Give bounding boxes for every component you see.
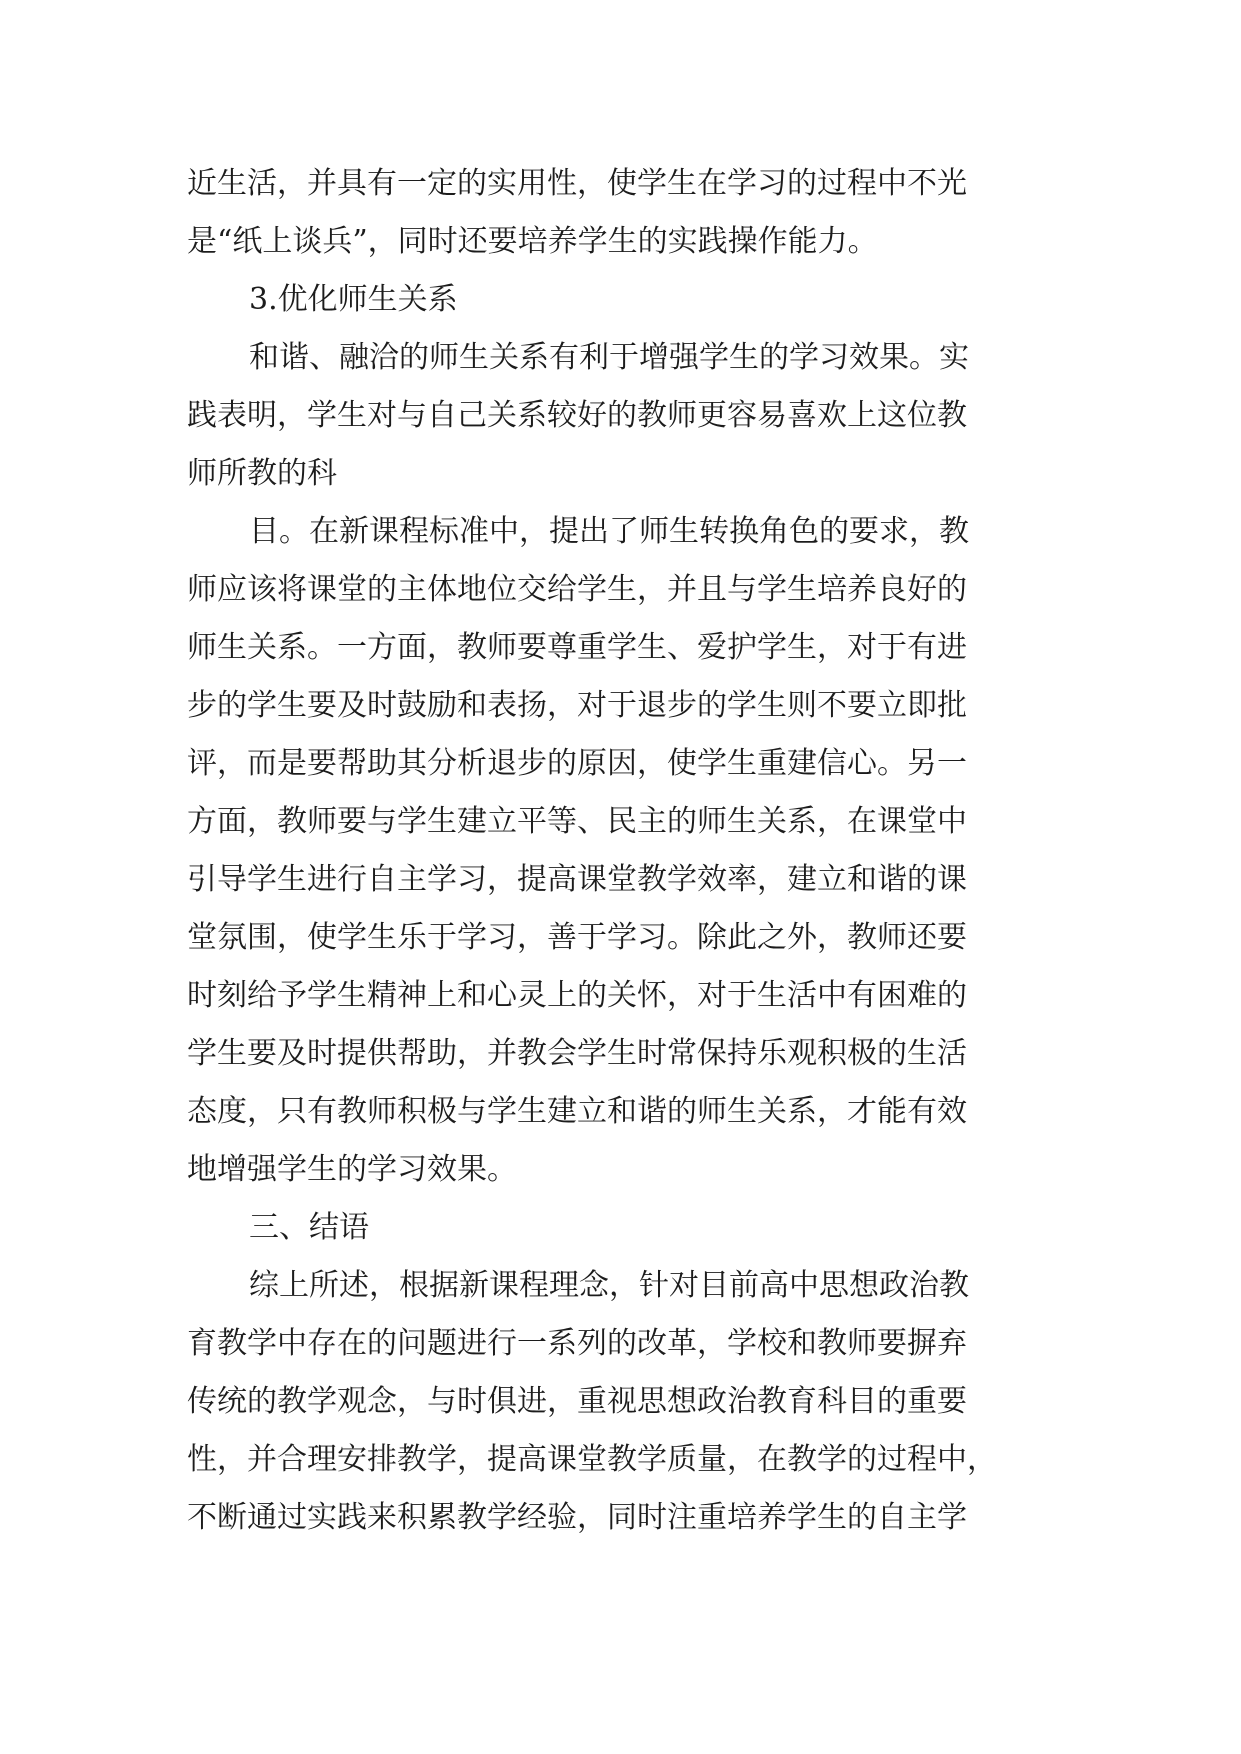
text-line: 性，并合理安排教学，提高课堂教学质量，在教学的过程中， (187, 1442, 997, 1477)
text-line: 时刻给予学生精神上和心灵上的关怀，对于生活中有困难的 (187, 978, 967, 1013)
text-line: 不断通过实践来积累教学经验，同时注重培养学生的自主学 (187, 1500, 967, 1535)
section-heading: 3.优化师生关系 (249, 282, 458, 317)
text-line: 方面，教师要与学生建立平等、民主的师生关系，在课堂中 (187, 804, 967, 839)
text-line: 步的学生要及时鼓励和表扬，对于退步的学生则不要立即批 (187, 688, 967, 723)
text-line: 践表明，学生对与自己关系较好的教师更容易喜欢上这位教 (187, 398, 967, 433)
text-line: 引导学生进行自主学习，提高课堂教学效率，建立和谐的课 (187, 862, 967, 897)
text-line: 和谐、融洽的师生关系有利于增强学生的学习效果。实 (249, 340, 969, 375)
text-line: 近生活，并具有一定的实用性，使学生在学习的过程中不光 (187, 166, 967, 201)
text-line: 目。在新课程标准中，提出了师生转换角色的要求，教 (249, 514, 969, 549)
text-line: 学生要及时提供帮助，并教会学生时常保持乐观积极的生活 (187, 1036, 967, 1071)
text-line: 堂氛围，使学生乐于学习，善于学习。除此之外，教师还要 (187, 920, 967, 955)
text-line: 地增强学生的学习效果。 (187, 1152, 517, 1187)
text-line: 评，而是要帮助其分析退步的原因，使学生重建信心。另一 (187, 746, 967, 781)
text-line: 传统的教学观念，与时俱进，重视思想政治教育科目的重要 (187, 1384, 967, 1419)
text-line: 师生关系。一方面，教师要尊重学生、爱护学生，对于有进 (187, 630, 967, 665)
text-line: 师所教的科 (187, 456, 337, 491)
text-line: 态度，只有教师积极与学生建立和谐的师生关系，才能有效 (187, 1094, 967, 1129)
text-line: 是“纸上谈兵”，同时还要培养学生的实践操作能力。 (187, 224, 878, 259)
section-heading: 三、结语 (249, 1210, 369, 1245)
text-line: 育教学中存在的问题进行一系列的改革，学校和教师要摒弃 (187, 1326, 967, 1361)
text-line: 综上所述，根据新课程理念，针对目前高中思想政治教 (249, 1268, 969, 1303)
text-line: 师应该将课堂的主体地位交给学生，并且与学生培养良好的 (187, 572, 967, 607)
